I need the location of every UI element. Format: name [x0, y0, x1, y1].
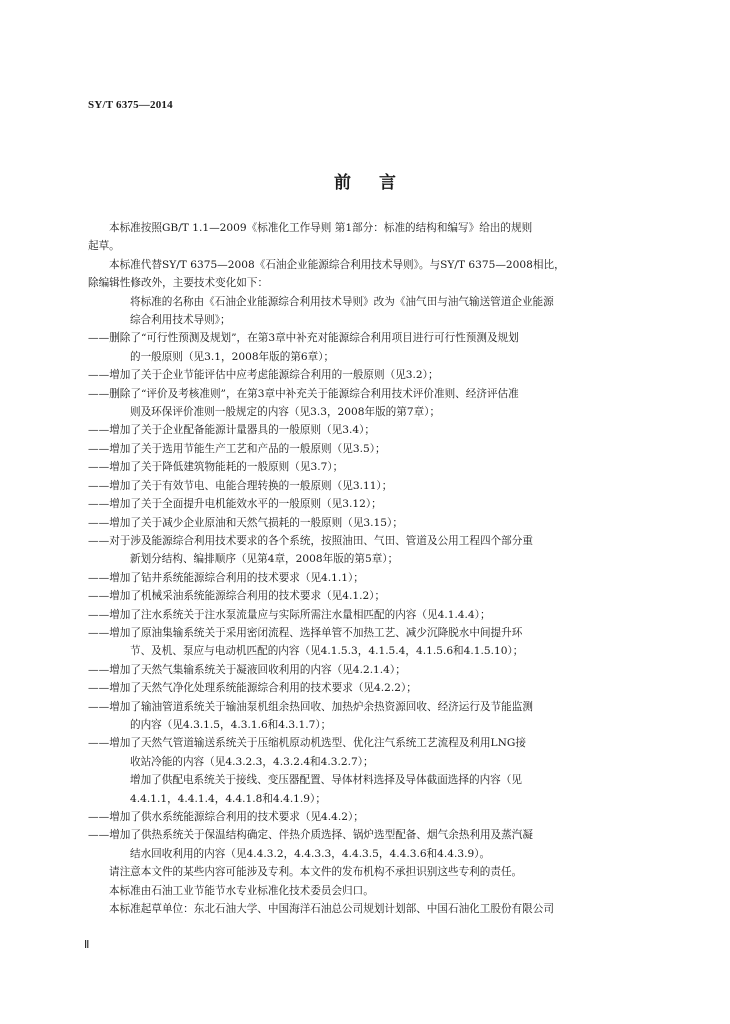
text-line: ——增加了关于降低建筑物能耗的一般原则（见3.7）；	[88, 461, 344, 474]
list-item	[88, 698, 640, 735]
text-line: ——增加了关于企业节能评估中应考虑能源综合利用的一般原则（见3.2）；	[88, 369, 439, 382]
text-line: 收站冷能的内容（见4.3.2.3，4.3.2.4和4.3.2.7）；	[130, 755, 374, 768]
list-item	[88, 329, 640, 366]
paragraph	[88, 900, 640, 918]
text-line: ——增加了天然气净化处理系统能源综合利用的技术要求（见4.2.2）；	[88, 682, 417, 695]
text-line: 节、及机、泵应与电动机匹配的内容（见4.1.5.3，4.1.5.4，4.1.5.6和4.1.5.10）；	[130, 645, 524, 658]
text-line: 本标准由石油工业节能节水专业标准化技术委员会归口。	[109, 884, 374, 897]
list-item	[88, 606, 640, 624]
text-line: 除编辑性修改外，主要技术变化如下：	[88, 277, 269, 290]
text-line: 本标准按照GB/T 1.1—2009《标准化工作导则 第1部分：标准的结构和编写》给出的规则	[109, 222, 533, 234]
list-item	[88, 679, 640, 697]
text-line: 起草。	[88, 240, 120, 253]
list-item	[88, 661, 640, 679]
paragraph	[88, 293, 640, 330]
text-line: ——增加了关于全面提升电机能效水平的一般原则（见3.12）；	[88, 498, 382, 511]
text-line: ——增加了供水系统能源综合利用的技术要求（见4.4.2）；	[88, 811, 364, 823]
document-body	[88, 219, 640, 918]
list-item	[88, 826, 640, 863]
text-line: ——增加了原油集输系统关于采用密闭流程、选择单管不加热工艺、减少沉降脱水中间提升环	[88, 626, 523, 639]
list-item	[88, 624, 640, 661]
list-item	[88, 532, 640, 569]
list-item	[88, 495, 640, 513]
text-line: ——删除了“评价及考核准则”，在第3章中补充关于能源综合利用技术评价准则、经济评估准	[88, 387, 519, 400]
text-line: ——增加了钻井系统能源综合利用的技术要求（见4.1.1）；	[88, 571, 364, 584]
text-line: 结水回收利用的内容（见4.4.3.2，4.4.3.3，4.4.3.5，4.4.3.6和4.4.3.9）。	[130, 847, 491, 860]
list-item	[88, 587, 640, 605]
text-line: 的内容（见4.3.1.5，4.3.1.6和4.3.1.7）；	[130, 718, 332, 731]
paragraph	[88, 882, 640, 900]
text-line: ——增加了供热系统关于保温结构确定、伴热介质选择、锅炉选型配备、烟气余热利用及蒸汽凝	[88, 829, 533, 842]
text-line: ——增加了注水系统关于注水泵流量应与实际所需注水量相匹配的内容（见4.1.4.4）；	[88, 608, 491, 621]
text-line: ——增加了机械采油系统能源综合利用的技术要求（见4.1.2）；	[88, 590, 386, 603]
text-line: 本标准代替SY/T 6375—2008《石油企业能源综合利用技术导则》。与SY/T 6375—2008相比，	[109, 258, 565, 271]
list-item	[88, 366, 640, 384]
text-line: 综合利用技术导则》；	[130, 314, 231, 327]
list-item	[88, 477, 640, 495]
text-line: ——增加了天然气集输系统关于凝液回收利用的内容（见4.2.1.4）；	[88, 663, 406, 676]
text-line: 的一般原则（见3.1，2008年版的第6章）；	[130, 350, 335, 363]
text-line: 将标准的名称由《石油企业能源综合利用技术导则》改为《油气田与油气输送管道企业能源	[130, 295, 554, 308]
text-line: ——删除了“可行性预测及规划”，在第3章中补充对能源综合利用项目进行可行性预测及规划	[88, 332, 519, 345]
paragraph	[88, 771, 640, 808]
text-line: ——增加了天然气管道输送系统关于压缩机原动机选型、优化注气系统工艺流程及利用LNG接	[88, 737, 526, 750]
page-number: Ⅱ	[84, 938, 89, 951]
text-line: ——增加了关于企业配备能源计量器具的一般原则（见3.4）；	[88, 424, 375, 437]
page-title: 前言	[334, 173, 424, 193]
list-item	[88, 385, 640, 422]
list-item	[88, 569, 640, 587]
text-line: ——增加了输油管道系统关于输油泵机组余热回收、加热炉余热资源回收、经济运行及节能监测	[88, 700, 533, 713]
text-line: 请注意本文件的某些内容可能涉及专利。本文件的发布机构不承担识别这些专利的责任。	[109, 866, 523, 879]
list-item	[88, 808, 640, 826]
text-line: ——对于涉及能源综合利用技术要求的各个系统，按照油田、气田、管道及公用工程四个部分重	[88, 534, 533, 547]
text-line: ——增加了关于减少企业原油和天然气损耗的一般原则（见3.15）；	[88, 516, 403, 529]
paragraph	[88, 256, 640, 293]
text-line: 4.4.1.1，4.4.1.4，4.4.1.8和4.4.1.9）；	[130, 792, 326, 805]
paragraph	[88, 219, 640, 256]
standard-code: SY/T 6375—2014	[88, 99, 173, 111]
list-item	[88, 734, 640, 771]
list-item	[88, 514, 640, 532]
list-item	[88, 421, 640, 439]
text-line: ——增加了关于有效节电、电能合理转换的一般原则（见3.11）；	[88, 479, 393, 492]
text-line: ——增加了关于选用节能生产工艺和产品的一般原则（见3.5）；	[88, 442, 386, 455]
paragraph	[88, 863, 640, 881]
text-line: 则及环保评价准则一般规定的内容（见3.3，2008年版的第7章）；	[130, 406, 441, 419]
text-line: 新划分结构、编排顺序（见第4章，2008年版的第5章）；	[130, 553, 399, 566]
text-line: 增加了供配电系统关于接线、变压器配置、导体材料选择及导体截面选择的内容（见	[130, 774, 522, 787]
list-item	[88, 440, 640, 458]
text-line: 本标准起草单位：东北石油大学、中国海洋石油总公司规划计划部、中国石油化工股份有限公司	[109, 903, 554, 916]
list-item	[88, 458, 640, 476]
